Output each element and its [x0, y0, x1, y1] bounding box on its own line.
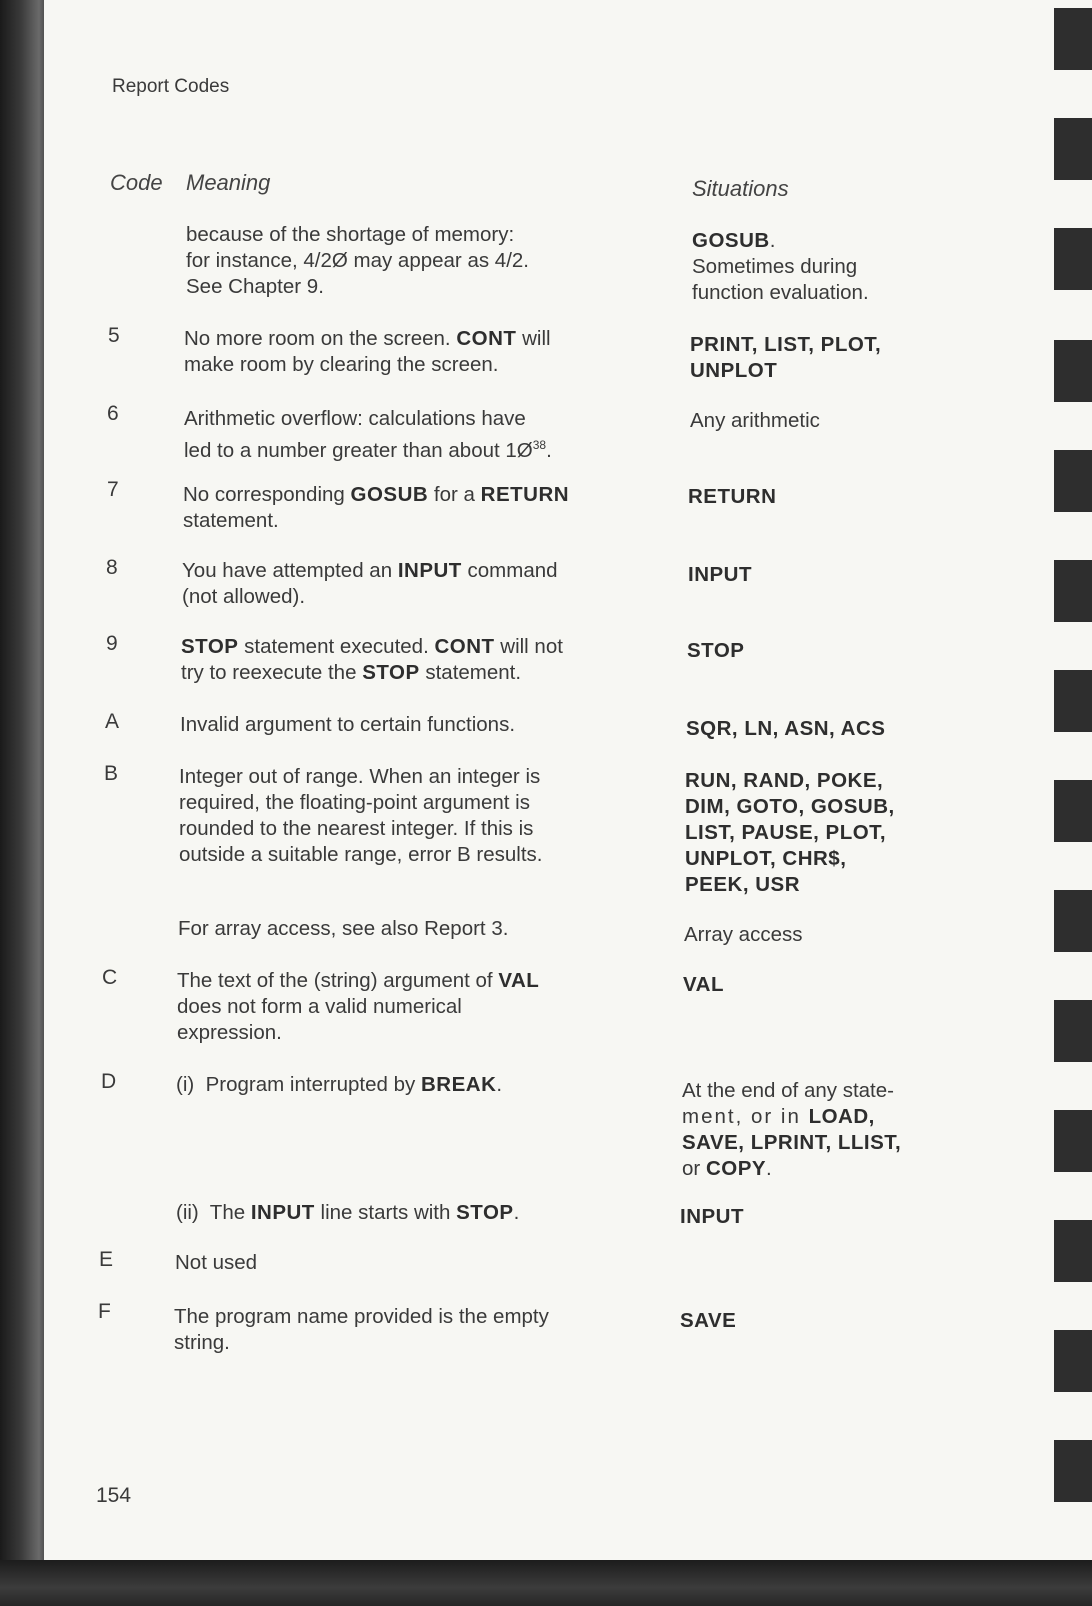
situations-A: SQR, LN, ASN, ACS [686, 717, 886, 740]
report-code-8: 8 [106, 556, 118, 579]
scan-edge-bottom [0, 1560, 1092, 1606]
meaning-B-array: For array access, see also Report 3. [178, 917, 509, 940]
index-tab [1054, 670, 1092, 732]
report-code-B: B [104, 762, 119, 785]
index-tab [1054, 1440, 1092, 1502]
meaning-8: You have attempted an INPUT command (not allowed). [182, 559, 558, 608]
column-header-meaning: Meaning [186, 170, 271, 195]
index-tab [1054, 450, 1092, 512]
situations-D-i: At the end of any state- ment, or in LOAD, SAVE, LPRINT, LLIST, or COPY. [682, 1079, 902, 1180]
meaning-6: Arithmetic overflow: calculations have led to a number greater than about $1Ø^{38}$. [184, 407, 552, 462]
meaning-continuation: because of the shortage of memory: for instance, 4/2Ø may appear as 4/2. See Chapter 9. [186, 223, 529, 298]
index-tab [1054, 1110, 1092, 1172]
index-tab [1054, 890, 1092, 952]
index-tab [1054, 340, 1092, 402]
report-code-E: E [99, 1248, 114, 1271]
index-tab [1054, 1000, 1092, 1062]
situations-9: STOP [687, 639, 745, 662]
meaning-F: The program name provided is the empty string. [174, 1305, 549, 1354]
report-code-C: C [102, 966, 118, 989]
situations-5: PRINT, LIST, PLOT, UNPLOT [690, 333, 882, 382]
situations-B: RUN, RAND, POKE, DIM, GOTO, GOSUB, LIST, PAUSE, PLOT, UNPLOT, CHR$, PEEK, USR [685, 769, 895, 896]
index-tab [1054, 780, 1092, 842]
meaning-5: No more room on the screen. CONT will make room by clearing the screen. [184, 327, 551, 376]
meaning-9: STOP statement executed. CONT will not try to reexecute the STOP statement. [181, 635, 563, 684]
meaning-B: Integer out of range. When an integer is required, the floating-point argument is rounded to the nearest integer. If this is outside a suitable range, error B results. [179, 765, 543, 866]
meaning-E: Not used [175, 1251, 258, 1274]
situations-F: SAVE [680, 1309, 737, 1332]
report-code-9: 9 [106, 632, 118, 655]
report-code-A: A [105, 710, 120, 733]
index-tab [1054, 118, 1092, 180]
report-code-6: 6 [107, 402, 119, 425]
index-tab [1054, 8, 1092, 70]
index-tab [1054, 228, 1092, 290]
report-code-5: 5 [108, 324, 120, 347]
meaning-A: Invalid argument to certain functions. [180, 713, 516, 736]
situations-7: RETURN [688, 485, 777, 508]
report-code-F: F [98, 1300, 111, 1323]
report-code-7: 7 [107, 478, 119, 501]
column-header-code: Code [110, 170, 163, 195]
meaning-7: No corresponding GOSUB for a RETURN statement. [183, 483, 570, 532]
situations-C: VAL [683, 973, 724, 996]
meaning-D-ii: (ii) The INPUT line starts with STOP. [176, 1201, 520, 1224]
page-number: 154 [96, 1484, 132, 1507]
meaning-D-i: (i) Program interrupted by BREAK. [176, 1073, 503, 1096]
index-tab [1054, 1330, 1092, 1392]
situations-D-ii: INPUT [680, 1205, 744, 1228]
meaning-C: The text of the (string) argument of VAL does not form a valid numerical expression. [177, 969, 540, 1044]
running-head: Report Codes [112, 76, 230, 97]
situations-continuation: GOSUB. Sometimes during function evaluation. [692, 229, 869, 304]
situations-8: INPUT [688, 563, 752, 586]
situations-B-array: Array access [684, 923, 803, 946]
index-tab [1054, 1220, 1092, 1282]
report-code-D: D [101, 1070, 117, 1093]
column-header-situations: Situations [692, 176, 789, 201]
situations-6: Any arithmetic [690, 409, 820, 432]
index-tab [1054, 560, 1092, 622]
